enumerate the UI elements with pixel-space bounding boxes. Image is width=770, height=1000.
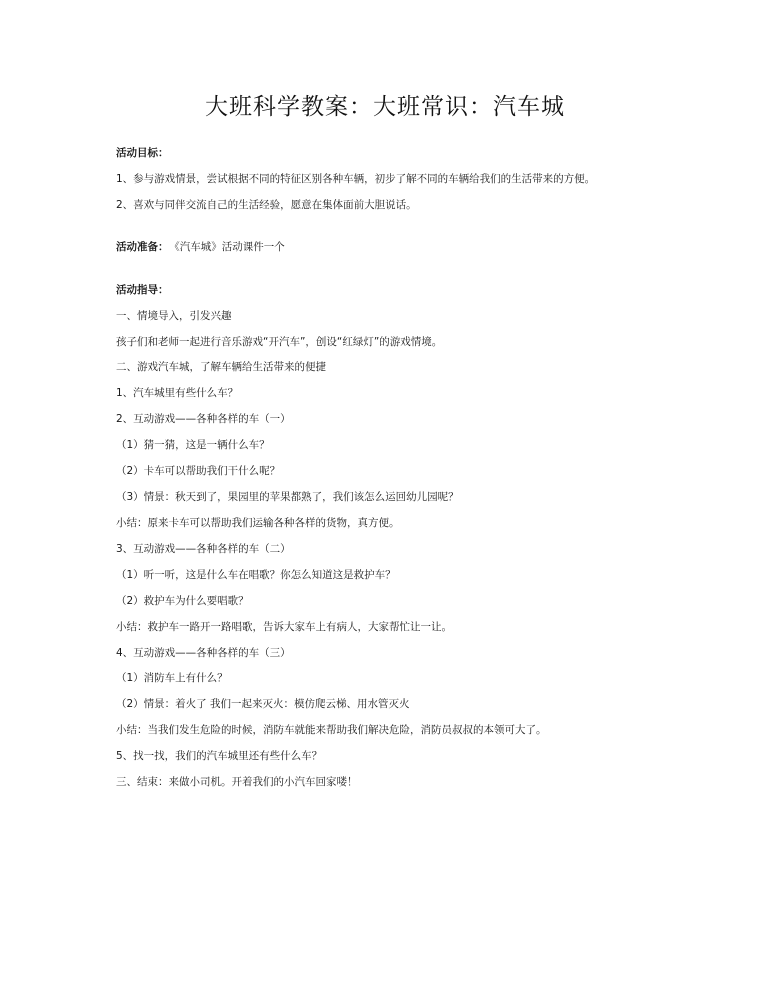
preparation-text: 《汽车城》活动课件一个 [174,241,285,253]
guide-line: （2）情景：着火了 我们一起来灭火：模仿爬云梯、用水管灭火 [116,698,410,710]
preparation-line [116,240,285,254]
page-title: 大班科学教案：大班常识：汽车城 [205,94,565,120]
guide-line: （1）猜一猜，这是一辆什么车？ [116,439,270,451]
guide-line: 小结：原来卡车可以帮助我们运输各种各样的货物，真方便。 [116,517,400,529]
guide-line: 5、找一找，我们的汽车城里还有些什么车？ [116,750,323,762]
goal-item-1: 1、参与游戏情景，尝试根据不同的特征区别各种车辆，初步了解不同的车辆给我们的生活带来的方便。 [116,173,596,185]
guide-line: （1）消防车上有什么？ [116,672,228,684]
preparation-label: 活动准备： [116,241,169,253]
guide-line: 一、情境导入，引发兴趣 [116,310,232,322]
goals-heading: 活动目标： [116,147,169,159]
guide-line: （3）情景：秋天到了，果园里的苹果都熟了，我们该怎么运回幼儿园呢？ [116,491,459,503]
guide-line: 二、游戏汽车城，了解车辆给生活带来的便捷 [116,361,326,373]
guide-line: （1）听一听，这是什么车在唱歌？你怎么知道这是救护车？ [116,569,396,581]
guide-line: 小结：救护车一路开一路唱歌，告诉大家车上有病人，大家帮忙让一让。 [116,621,452,633]
guide-heading: 活动指导： [116,284,169,296]
guide-line: 1、汽车城里有些什么车？ [116,387,239,399]
guide-line: 孩子们和老师一起进行音乐游戏“开汽车”，创设“红绿灯”的游戏情境。 [116,336,443,348]
guide-line: 2、互动游戏——各种各样的车（一） [116,413,291,425]
guide-line: 4、互动游戏——各种各样的车（三） [116,647,291,659]
guide-line: 3、互动游戏——各种各样的车（二） [116,543,291,555]
guide-line: 小结：当我们发生危险的时候，消防车就能来帮助我们解决危险，消防员叔叔的本领可大了。 [116,724,547,736]
guide-line: （2）救护车为什么要唱歌？ [116,595,249,607]
guide-line: （2）卡车可以帮助我们干什么呢？ [116,465,281,477]
goal-item-2: 2、喜欢与同伴交流自己的生活经验，愿意在集体面前大胆说话。 [116,199,417,211]
guide-line: 三、结束：来做小司机。开着我们的小汽车回家喽！ [116,776,358,788]
